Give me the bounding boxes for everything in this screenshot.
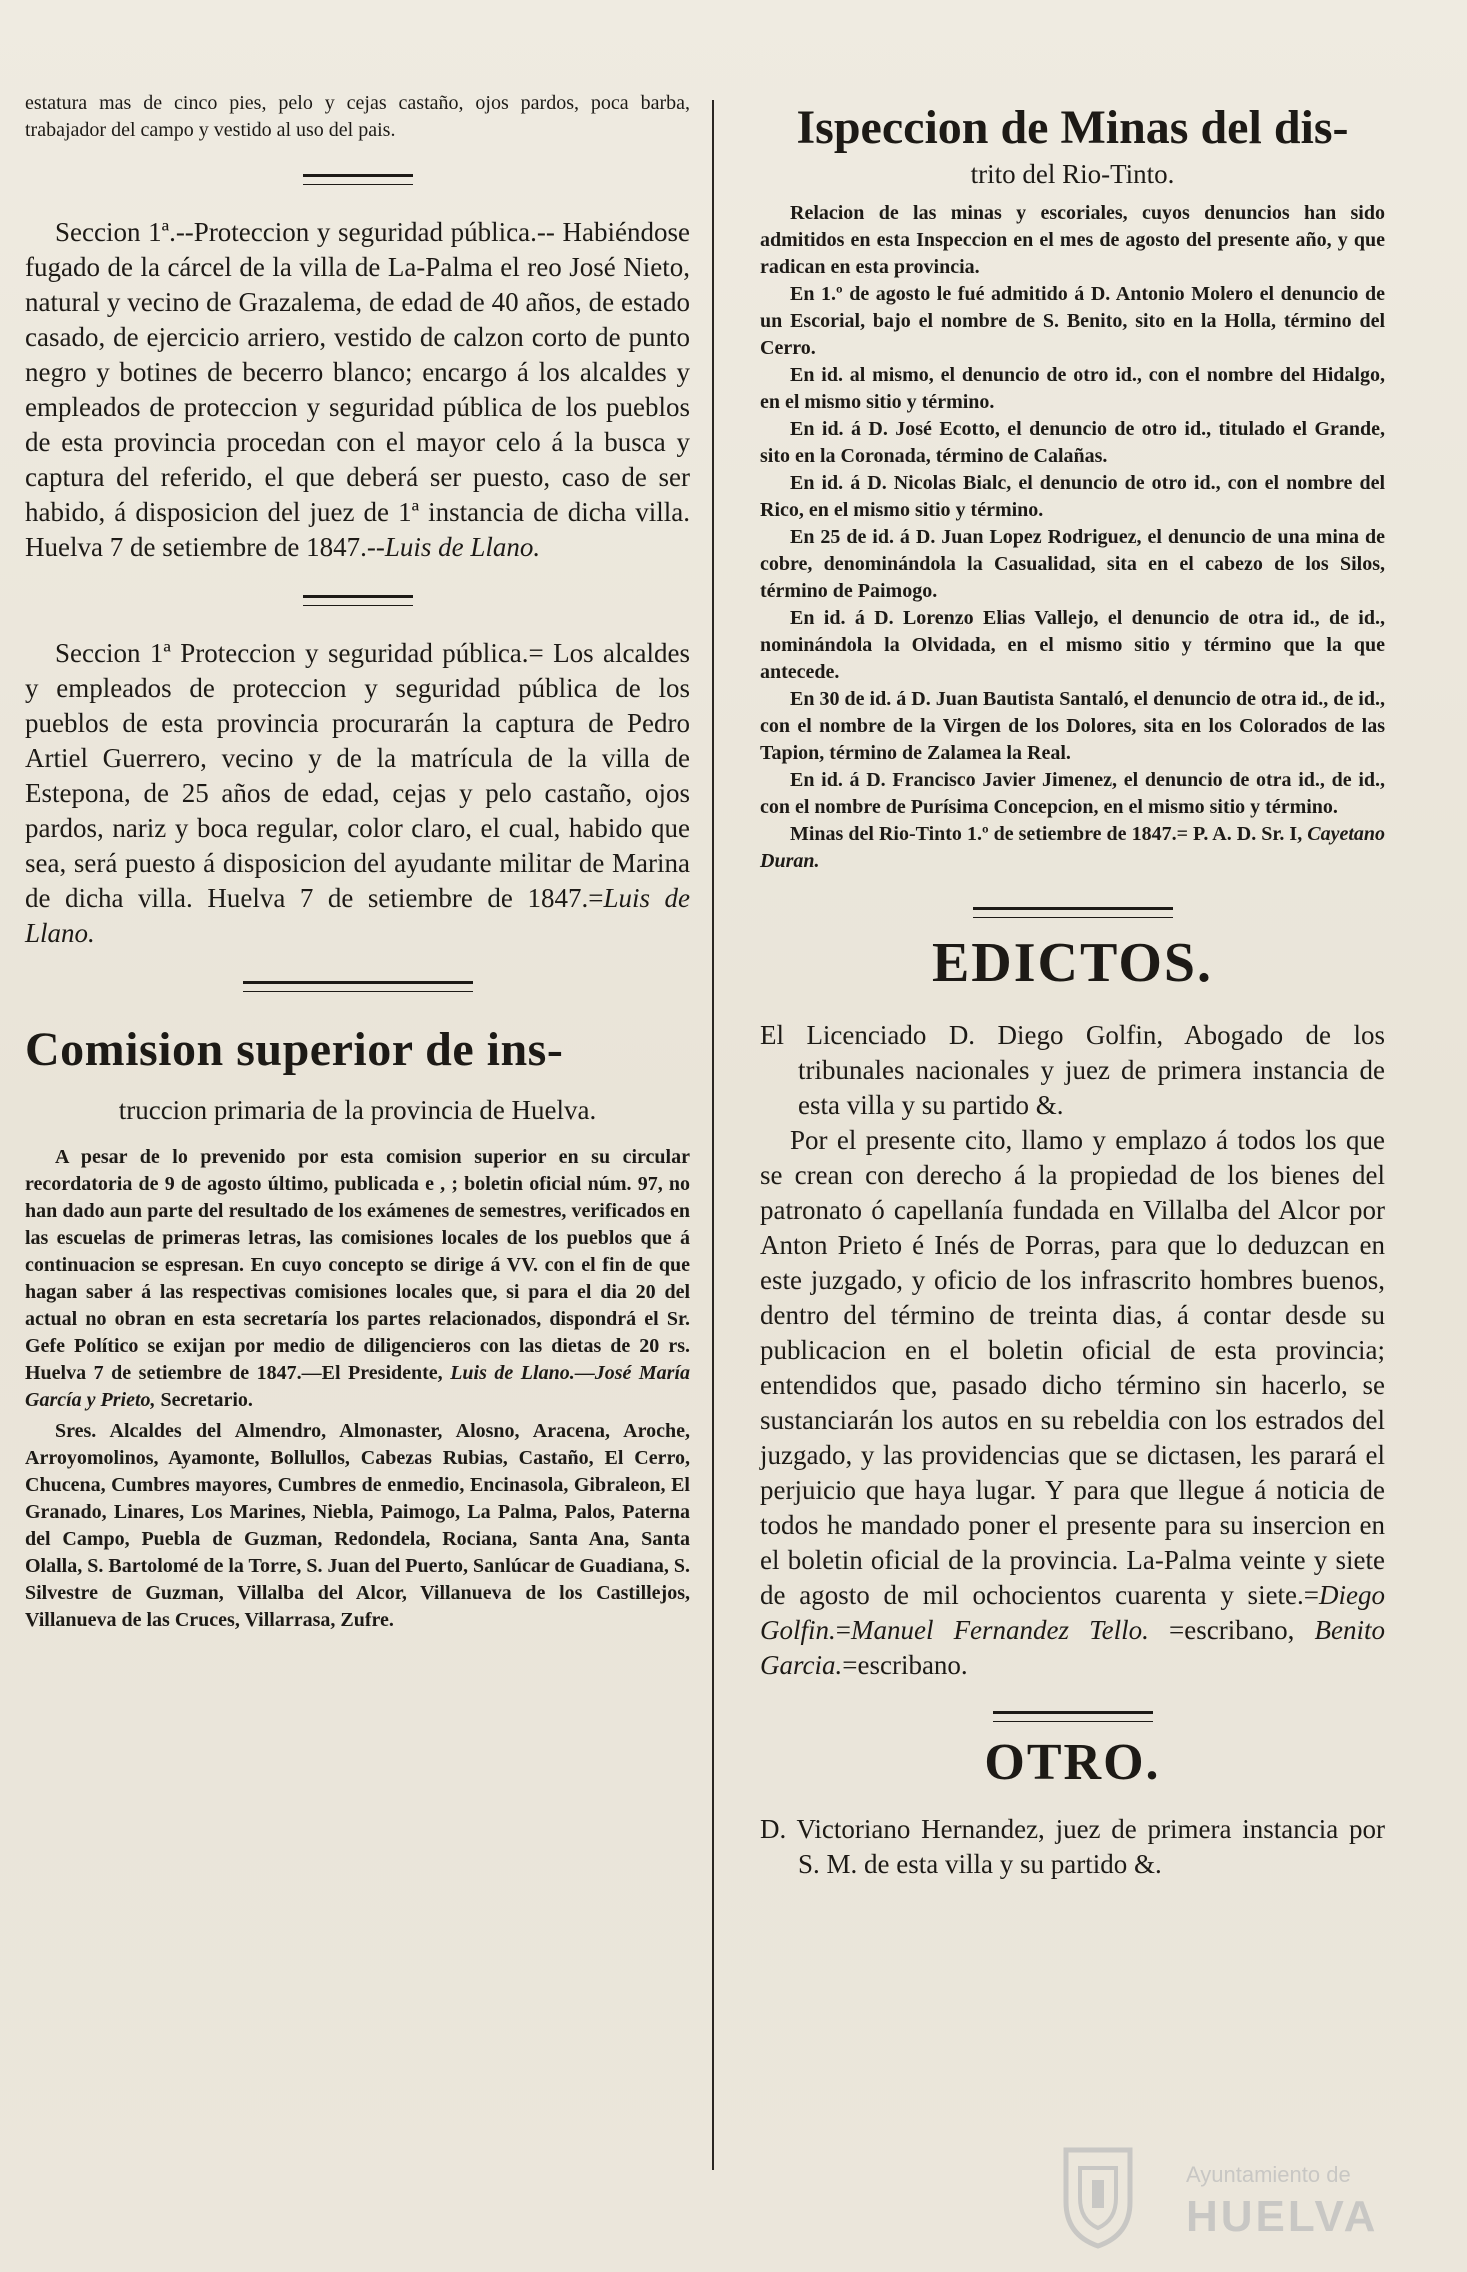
- towns-list: Sres. Alcaldes del Almendro, Almonaster, Alosno, Aracena, Aroche, Arroyomolinos, Ayamonte, Bollullos, Cabezas Rubias, Castaño, El Cerro, Chucena, Cumbres mayores, Cumbres de enmedio, Encinasola, Gibraleon, El Granado, Linares, Los Marines, Niebla, Paimogo, La Palma, Palos, Paterna del Campo, Puebla de Guzman, Redondela, Rociana, Santa Ana, Santa Olalla, S. Bartolomé de la Torre, S. Juan del Puerto, Sanlúcar de Guadiana, S. Silvestre de Guzman, Villalba del Alcor, Villanueva de los Castillejos, Villanueva de las Cruces, Villarrasa, Zufre.: [25, 1420, 690, 1631]
- mina-entry: En 1.º de agosto le fué admitido á D. Antonio Molero el denuncio de un Escorial, bajo el nombre de S. Benito, sito en la Holla, término del Cerro.: [760, 283, 1385, 359]
- minas-closing: [760, 821, 1385, 875]
- signature: Cayetano Duran.: [760, 823, 1386, 872]
- signature-separator: —: [574, 1362, 595, 1384]
- right-column: [760, 100, 1385, 2232]
- watermark-line-2: HUELVA: [1186, 2192, 1379, 2241]
- column-rule: [712, 100, 714, 2170]
- role-escribano: =escribano.: [842, 1650, 968, 1680]
- section-separator: [993, 1711, 1153, 1722]
- signature-fernandez: Manuel Fernandez Tello.: [851, 1615, 1149, 1645]
- otro-intro: D. Victoriano Hernandez, juez de primera instancia por S. M. de esta villa y su partido &.: [760, 1814, 1385, 1879]
- secretary-role: Secretario.: [160, 1389, 253, 1411]
- notice-capture-pedro-artiel: [25, 636, 690, 951]
- notice-text: Seccion 1ª.--Proteccion y seguridad pública.-- Habiéndose fugado de la cárcel de la villa de La-Palma el reo José Nieto, natural y vecino de Grazalema, de edad de 40 años, de estado casado, de ejercicio arriero, vestido de calzon corto de punto negro y botines de becerro blanco; encargo á los alcaldes y empleados de proteccion y seguridad pública de los pueblos de esta provincia procedan con el mayor celo á la busca y captura del referido, el que deberá ser puesto, caso de ser habido, á disposicion del juez de 1ª instancia de dicha villa. Huelva 7 de setiembre de 1847.--: [25, 217, 690, 562]
- president-signature: Luis de Llano.: [450, 1362, 575, 1384]
- minas-heading: Ispeccion de Minas del dis-: [796, 101, 1349, 154]
- secretary-signature: José María García y Prieto,: [25, 1362, 691, 1411]
- mina-entry: En 25 de id. á D. Juan Lopez Rodriguez, el denuncio de una mina de cobre, denominándola la Casualidad, sita en el cabezo de los Silos, término de Paimogo.: [760, 526, 1385, 602]
- section-separator: [303, 595, 413, 606]
- mina-entry: En id. á D. Lorenzo Elias Vallejo, el denuncio de otra id., de id., nominándola la Olvidada, en el mismo sitio y término que la que antecede.: [760, 607, 1385, 683]
- signature-separator: =: [835, 1615, 851, 1645]
- signature: Luis de Llano.: [25, 883, 690, 948]
- section-separator: [973, 907, 1173, 918]
- role-escribano: =escribano,: [1169, 1615, 1295, 1645]
- coat-of-arms-icon: [1058, 2140, 1138, 2250]
- comision-paragraph: [25, 1144, 690, 1414]
- signature-garcia: Benito Garcia.: [760, 1615, 1386, 1680]
- comision-text: A pesar de lo prevenido por esta comision superior en su circular recordatoria de 9 de agosto último, publicada e , ; boletin oficial núm. 97, no han dado aun parte del resultado de los exámenes de semestres, verificados en las escuelas de primeras letras, las comisiones locales de los pueblos que á continuacion se espresan. En cuyo concepto se dirige á VV. con el fin de que hagan saber á las respectivas comisiones locales que, si para el dia 20 del actual no obran en esta secretaría los partes relacionados, dispondrá el Sr. Gefe Político se exijan por medio de diligencieros con las dietas de 20 rs. Huelva 7 de setiembre de 1847.—El Presidente,: [25, 1146, 690, 1384]
- minas-intro: Relacion de las minas y escoriales, cuyos denuncios han sido admitidos en esta Inspeccion en el mes de agosto del presente año, y que radican en esta provincia.: [760, 202, 1385, 278]
- mina-entry: En id. á D. José Ecotto, el denuncio de otro id., titulado el Grande, sito en la Coronada, término de Calañas.: [760, 418, 1385, 467]
- signature: Luis de Llano.: [384, 532, 541, 562]
- edicto-text: Por el presente cito, llamo y emplazo á todos los que se crean con derecho á la propiedad de los bienes del patronato ó capellanía fundada en Villalba del Alcor por Anton Prieto é Inés de Porras, para que lo deduzcan en este juzgado, y oficio de los infrascrito hombres buenos, dentro del término de treinta dias, á contar desde su publicacion en el boletin oficial de esta provincia; entendidos que, pasado dicho término sin hacerlo, se sustanciarán los autos en su rebeldia con los estrados del juzgado, y las providencias que se dictasen, les parará el perjuicio que haya lugar. Y para que llegue á noticia de todos he mandado poner el presente para su insercion en el boletin oficial de la provincia. La-Palma veinte y siete de agosto de mil ochocientos cuarenta y siete.=: [760, 1125, 1385, 1610]
- otro-heading: OTRO.: [984, 1734, 1161, 1791]
- mina-entry: En id. al mismo, el denuncio de otro id., con el nombre del Hidalgo, en el mismo sitio y término.: [760, 364, 1385, 413]
- section-separator: [303, 174, 413, 185]
- edicto-body: [760, 1123, 1385, 1683]
- mina-entry: En id. á D. Nicolas Bialc, el denuncio de otro id., con el nombre del Rico, en el mismo sitio y término.: [760, 472, 1385, 521]
- section-separator: [243, 981, 473, 992]
- notice-escape-jose-nieto: [25, 215, 690, 565]
- edictos-heading: EDICTOS.: [931, 932, 1214, 994]
- comision-heading: Comision superior de ins-: [25, 1023, 564, 1076]
- comision-subheading: truccion primaria de la provincia de Huelva.: [118, 1095, 597, 1125]
- archive-watermark: [1058, 2140, 1388, 2260]
- closing-text: Minas del Rio-Tinto 1.º de setiembre de 1847.= P. A. D. Sr. I,: [790, 823, 1303, 845]
- notice-text: Seccion 1ª Proteccion y seguridad pública.= Los alcaldes y empleados de proteccion y seguridad pública de los pueblos de esta provincia procurarán la captura de Pedro Artiel Guerrero, vecino y de la matrícula de la villa de Estepona, de 25 años de edad, cejas y pelo castaño, ojos pardos, nariz y boca regular, color claro, el cual, habido que sea, será puesto á disposicion del ayudante militar de Marina de dicha villa. Huelva 7 de setiembre de 1847.=: [25, 638, 690, 913]
- mina-entry: En id. á D. Francisco Javier Jimenez, el denuncio de otra id., de id., con el nombre de Purísima Concepcion, en el mismo sitio y término.: [760, 769, 1385, 818]
- signature-golfin: Diego Golfin.: [760, 1580, 1385, 1645]
- continued-paragraph: estatura mas de cinco pies, pelo y cejas castaño, ojos pardos, poca barba, trabajador del campo y vestido al uso del pais.: [25, 92, 690, 141]
- left-column: [25, 90, 690, 2232]
- edicto-intro: El Licenciado D. Diego Golfin, Abogado de los tribunales nacionales y juez de primera instancia de esta villa y su partido &.: [760, 1020, 1385, 1120]
- minas-subheading: trito del Rio-Tinto.: [970, 159, 1175, 189]
- watermark-line-1: Ayuntamiento de: [1186, 2162, 1351, 2187]
- mina-entry: En 30 de id. á D. Juan Bautista Santaló, el denuncio de otra id., de id., con el nombre de la Virgen de los Dolores, sita en los Colorados de las Tapion, término de Zalamea la Real.: [760, 688, 1385, 764]
- minas-entries: [760, 281, 1385, 821]
